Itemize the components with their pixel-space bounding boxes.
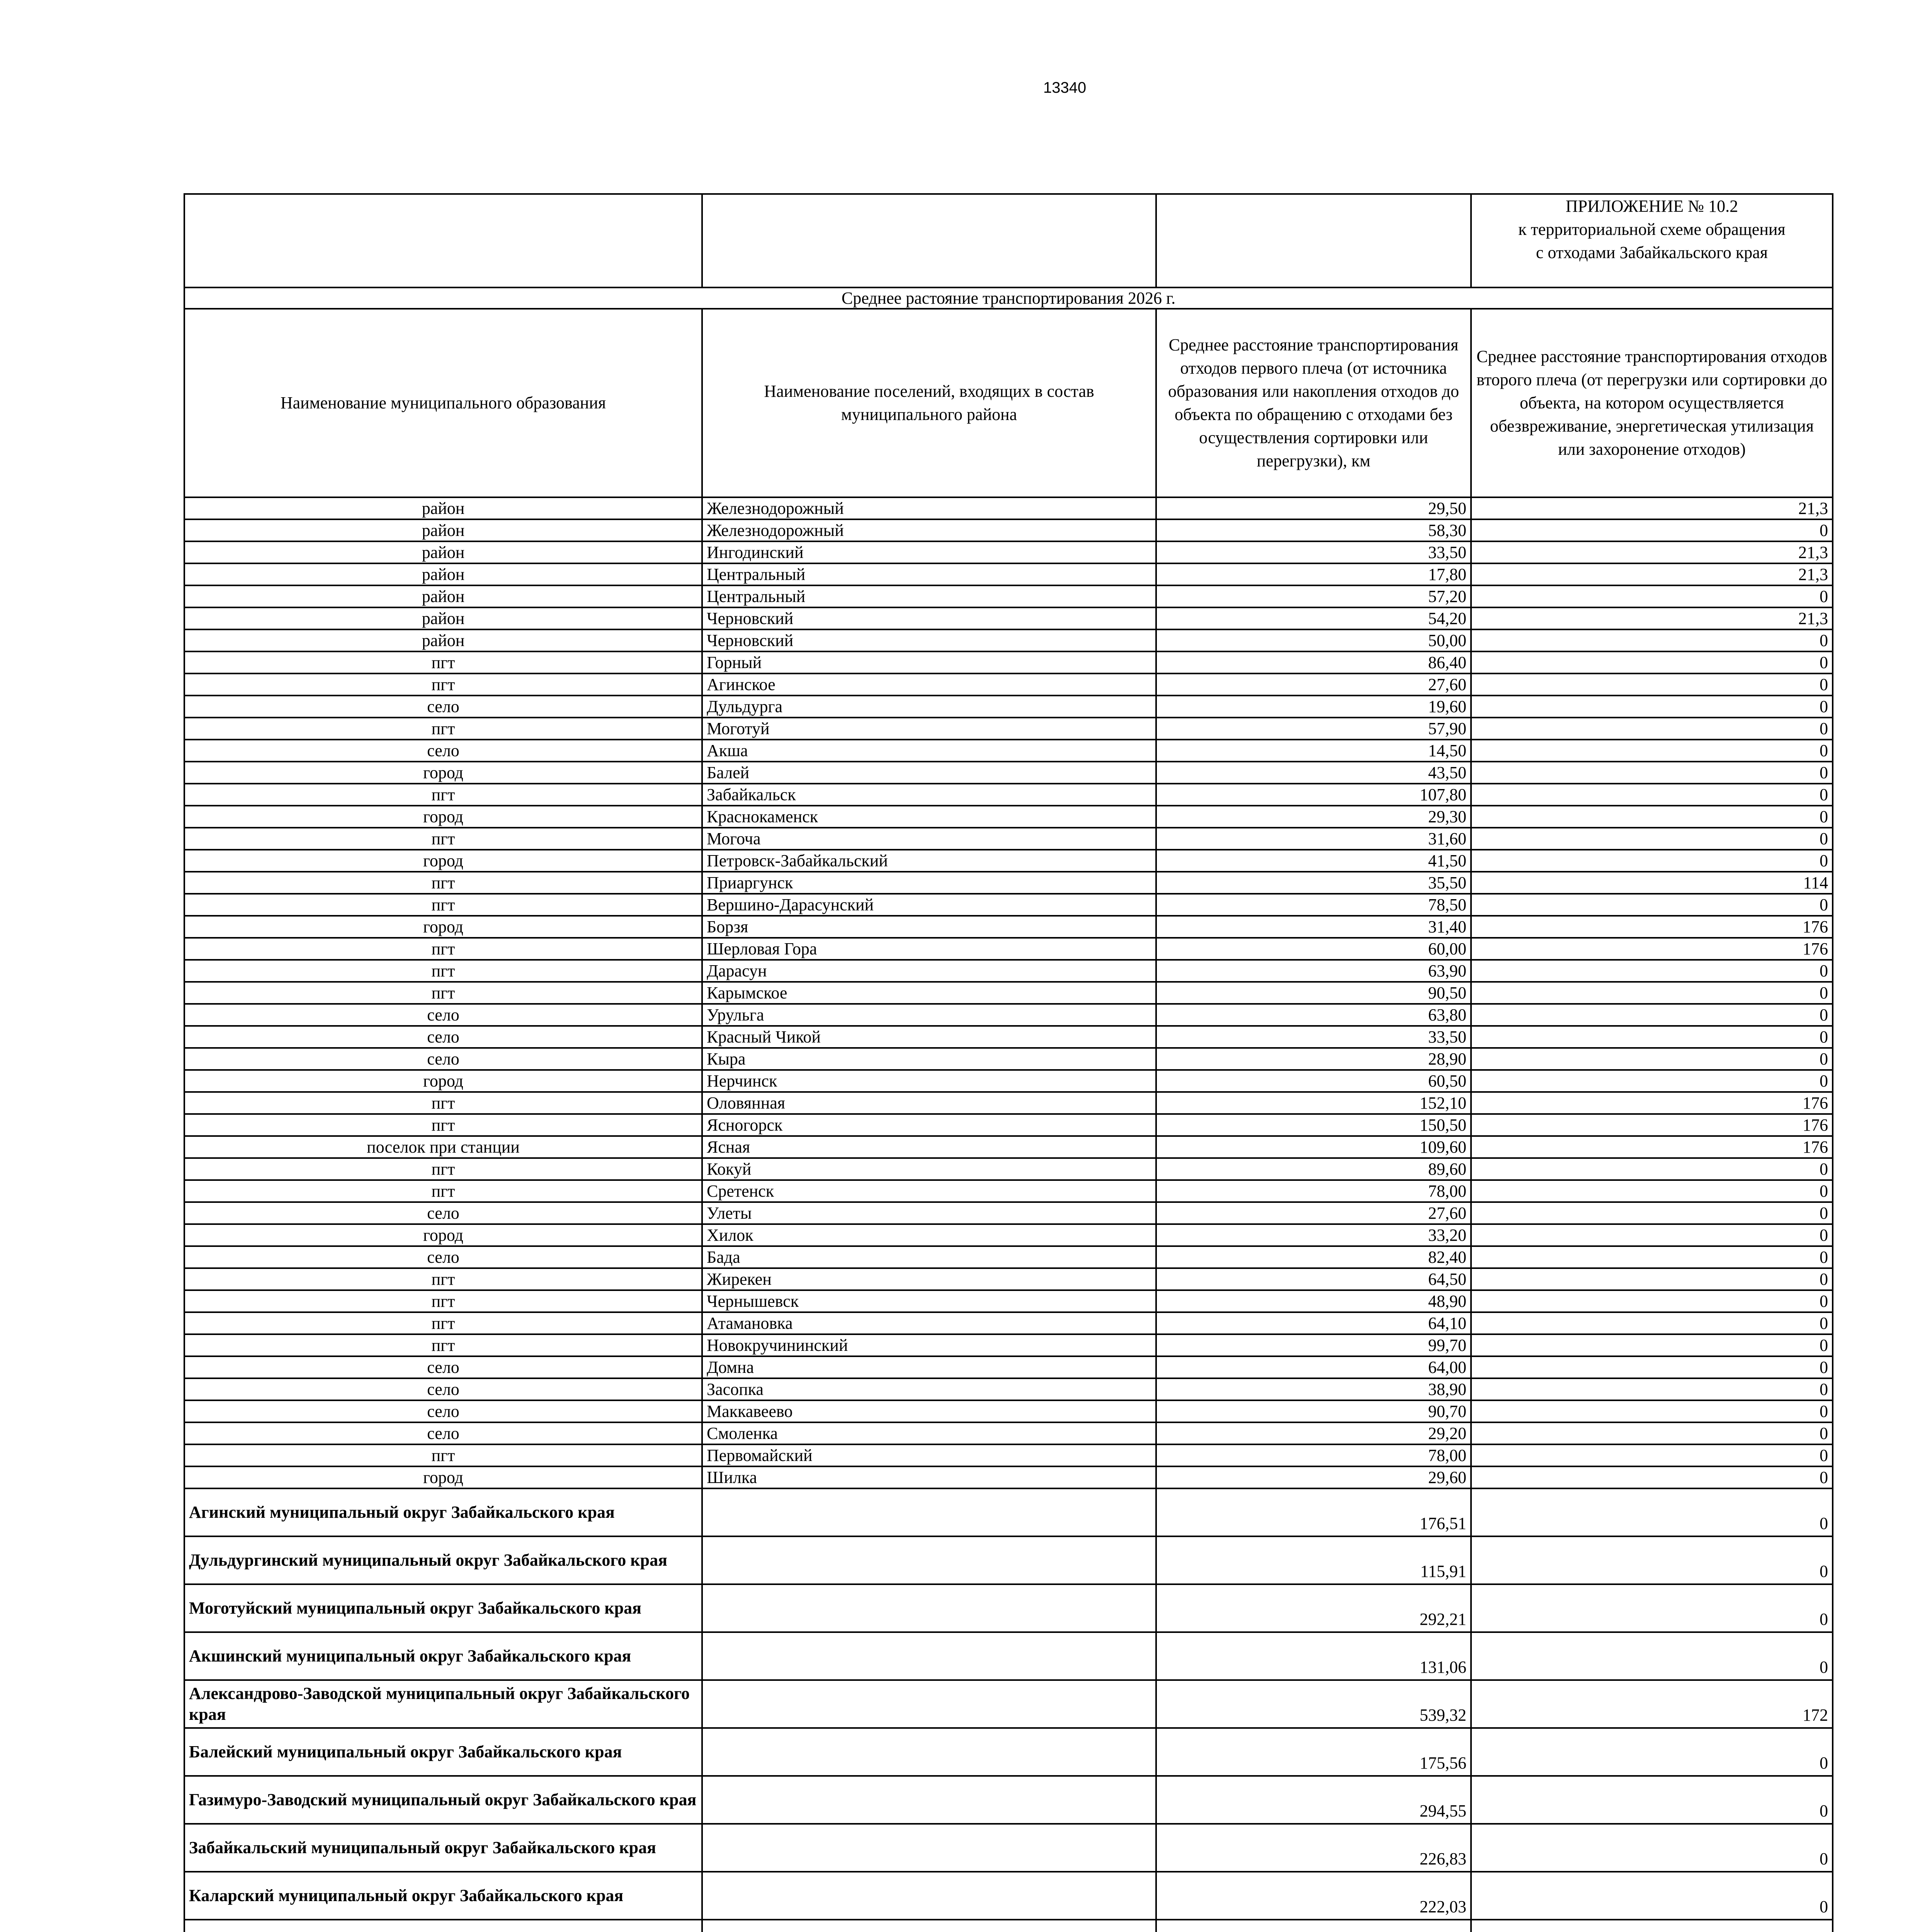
settlement-name: Чернышевск [702,1290,1156,1312]
settlement-row [184,982,1833,1004]
first-leg-distance: 31,60 [1156,828,1471,850]
first-leg-distance: 60,50 [1156,1070,1471,1092]
first-leg-distance: 64,00 [1156,1356,1471,1378]
settlement-name: Домна [702,1356,1156,1378]
settlement-type: пгт [184,894,702,916]
first-leg-distance: 63,90 [1156,960,1471,982]
settlement-row [184,1180,1833,1202]
second-leg-distance: 176 [1471,1114,1833,1136]
district-name: Дульдургинский муниципальный округ Забайкальского края [184,1536,702,1584]
settlement-name: Забайкальск [702,784,1156,806]
first-leg-distance: 89,60 [1156,1158,1471,1180]
first-leg-distance: 176,51 [1156,1488,1471,1536]
district-row [184,1536,1833,1584]
settlement-name: Дарасун [702,960,1156,982]
second-leg-distance: 0 [1471,651,1833,673]
settlement-row [184,1400,1833,1422]
first-leg-distance: 19,60 [1156,696,1471,718]
settlement-row [184,629,1833,651]
page-number: 13340 [1043,79,1087,96]
table-caption: Среднее растояние транспортирования 2026 г. [184,287,1833,309]
settlement-row [184,784,1833,806]
second-leg-distance: 0 [1471,784,1833,806]
first-leg-distance: 109,60 [1156,1136,1471,1158]
district-name: Моготуйский муниципальный округ Забайкальского края [184,1584,702,1632]
settlement-name: Моготуй [702,718,1156,740]
column-header-municipality: Наименование муниципального образования [184,309,702,497]
settlement-name: Железнодорожный [702,497,1156,519]
settlement-row [184,563,1833,585]
district-name: Каларский муниципальный округ Забайкальского края [184,1872,702,1920]
second-leg-distance: 176 [1471,1136,1833,1158]
first-leg-distance: 27,60 [1156,1202,1471,1224]
settlement-row [184,872,1833,894]
first-leg-distance: 58,30 [1156,519,1471,541]
settlement-name: Дульдурга [702,696,1156,718]
settlement-type: село [184,1356,702,1378]
settlement-name: Урульга [702,1004,1156,1026]
first-leg-distance: 29,30 [1156,806,1471,828]
settlement-name: Железнодорожный [702,519,1156,541]
settlement-type: село [184,1026,702,1048]
district-name: Газимуро-Заводский муниципальный округ Забайкальского края [184,1776,702,1824]
second-leg-distance: 0 [1471,1728,1833,1776]
column-header-first-leg: Среднее расстояние транспортирования отходов первого плеча (от источника образования или накопления отходов до объекта по обращению с отходами без осуществления сортировки или перегрузки), км [1156,309,1471,497]
column-header-row [184,309,1833,497]
first-leg-distance: 48,90 [1156,1290,1471,1312]
settlement-row [184,541,1833,563]
first-leg-distance: 90,50 [1156,982,1471,1004]
second-leg-distance: 176 [1471,916,1833,938]
second-leg-distance: 0 [1471,828,1833,850]
first-leg-distance [1156,1920,1471,1932]
first-leg-distance: 54,20 [1156,607,1471,629]
second-leg-distance: 0 [1471,1872,1833,1920]
settlement-name: Акша [702,740,1156,762]
settlement-type: пгт [184,938,702,960]
first-leg-distance: 35,50 [1156,872,1471,894]
first-leg-distance: 33,20 [1156,1224,1471,1246]
settlement-name: Центральный [702,563,1156,585]
first-leg-distance: 294,55 [1156,1776,1471,1824]
district-name: Балейский муниципальный округ Забайкальского края [184,1728,702,1776]
second-leg-distance: 21,3 [1471,563,1833,585]
appendix-title: ПРИЛОЖЕНИЕ № 10.2 [1565,197,1738,216]
settlement-type: город [184,806,702,828]
settlement-row [184,1246,1833,1268]
appendix-row [184,194,1833,287]
second-leg-distance: 0 [1471,1400,1833,1422]
district-name [184,1920,702,1932]
settlement-type: село [184,740,702,762]
second-leg-distance: 114 [1471,872,1833,894]
second-leg-distance: 0 [1471,740,1833,762]
settlement-type: город [184,1466,702,1488]
empty-cell [702,1776,1156,1824]
first-leg-distance: 57,20 [1156,585,1471,607]
second-leg-distance: 0 [1471,1422,1833,1444]
settlement-row [184,806,1833,828]
empty-cell [702,1584,1156,1632]
settlement-row [184,1378,1833,1400]
second-leg-distance: 0 [1471,629,1833,651]
district-row [184,1488,1833,1536]
settlement-name: Карымское [702,982,1156,1004]
second-leg-distance: 21,3 [1471,607,1833,629]
distance-table [184,193,1833,1932]
second-leg-distance: 0 [1471,762,1833,784]
district-row [184,1584,1833,1632]
settlement-name: Красный Чикой [702,1026,1156,1048]
settlement-type: пгт [184,1290,702,1312]
settlement-name: Сретенск [702,1180,1156,1202]
first-leg-distance: 33,50 [1156,541,1471,563]
settlement-name: Атамановка [702,1312,1156,1334]
settlement-row [184,850,1833,872]
second-leg-distance: 0 [1471,1444,1833,1466]
settlement-row [184,938,1833,960]
settlement-row [184,1070,1833,1092]
second-leg-distance: 0 [1471,894,1833,916]
settlement-row [184,585,1833,607]
first-leg-distance: 150,50 [1156,1114,1471,1136]
settlement-row [184,1334,1833,1356]
empty-cell [702,1920,1156,1932]
district-row [184,1680,1833,1728]
settlement-name: Первомайский [702,1444,1156,1466]
settlement-row [184,828,1833,850]
second-leg-distance: 0 [1471,718,1833,740]
second-leg-distance: 0 [1471,1632,1833,1680]
settlement-row [184,916,1833,938]
settlement-type: пгт [184,1158,702,1180]
first-leg-distance: 78,50 [1156,894,1471,916]
settlement-name: Черновский [702,607,1156,629]
first-leg-distance: 82,40 [1156,1246,1471,1268]
settlement-type: район [184,585,702,607]
settlement-type: район [184,629,702,651]
settlement-name: Нерчинск [702,1070,1156,1092]
settlement-type: город [184,762,702,784]
first-leg-distance: 86,40 [1156,651,1471,673]
district-name: Александрово-Заводской муниципальный округ Забайкальского края [184,1680,702,1728]
first-leg-distance: 222,03 [1156,1872,1471,1920]
settlement-type: пгт [184,784,702,806]
settlement-type: село [184,1400,702,1422]
settlement-row [184,651,1833,673]
settlement-name: Центральный [702,585,1156,607]
second-leg-distance: 0 [1471,1312,1833,1334]
settlement-type: село [184,1202,702,1224]
second-leg-distance: 0 [1471,960,1833,982]
column-header-settlements: Наименование поселений, входящих в состав муниципального района [702,309,1156,497]
settlement-row [184,1422,1833,1444]
first-leg-distance: 131,06 [1156,1632,1471,1680]
first-leg-distance: 17,80 [1156,563,1471,585]
second-leg-distance: 0 [1471,1158,1833,1180]
first-leg-distance: 175,56 [1156,1728,1471,1776]
settlement-name: Жирекен [702,1268,1156,1290]
second-leg-distance: 0 [1471,1334,1833,1356]
settlement-row [184,519,1833,541]
second-leg-distance: 0 [1471,1488,1833,1536]
settlement-type: пгт [184,1092,702,1114]
district-name: Забайкальский муниципальный округ Забайкальского края [184,1824,702,1872]
settlement-row [184,762,1833,784]
settlement-name: Хилок [702,1224,1156,1246]
second-leg-distance: 0 [1471,519,1833,541]
first-leg-distance: 78,00 [1156,1180,1471,1202]
district-row [184,1776,1833,1824]
empty-cell [702,1536,1156,1584]
first-leg-distance: 29,20 [1156,1422,1471,1444]
settlement-row [184,1004,1833,1026]
settlement-row [184,1158,1833,1180]
first-leg-distance: 78,00 [1156,1444,1471,1466]
empty-cell [702,1728,1156,1776]
appendix-note [1471,194,1833,287]
second-leg-distance: 0 [1471,696,1833,718]
settlement-name: Кокуй [702,1158,1156,1180]
settlement-type: село [184,1246,702,1268]
second-leg-distance: 0 [1471,1290,1833,1312]
settlement-name: Краснокаменск [702,806,1156,828]
settlement-name: Петровск-Забайкальский [702,850,1156,872]
settlement-type: село [184,1048,702,1070]
empty-cell [702,1872,1156,1920]
settlement-row [184,1114,1833,1136]
first-leg-distance: 60,00 [1156,938,1471,960]
first-leg-distance: 41,50 [1156,850,1471,872]
settlement-type: пгт [184,673,702,696]
second-leg-distance: 0 [1471,1048,1833,1070]
settlement-type: село [184,1378,702,1400]
settlement-name: Кыра [702,1048,1156,1070]
settlement-type: пгт [184,1334,702,1356]
first-leg-distance: 27,60 [1156,673,1471,696]
settlement-type: село [184,1004,702,1026]
settlement-type: пгт [184,1180,702,1202]
appendix-subtitle-1: к территориальной схеме обращения [1518,220,1786,239]
settlement-name: Ясная [702,1136,1156,1158]
second-leg-distance: 0 [1471,1026,1833,1048]
settlement-row [184,1202,1833,1224]
settlement-name: Смоленка [702,1422,1156,1444]
first-leg-distance: 63,80 [1156,1004,1471,1026]
settlement-name: Засопка [702,1378,1156,1400]
settlement-type: район [184,497,702,519]
first-leg-distance: 152,10 [1156,1092,1471,1114]
settlement-row [184,673,1833,696]
first-leg-distance: 107,80 [1156,784,1471,806]
district-row [184,1632,1833,1680]
second-leg-distance: 0 [1471,1824,1833,1872]
settlement-type: район [184,563,702,585]
empty-cell [1156,194,1471,287]
second-leg-distance: 0 [1471,1378,1833,1400]
first-leg-distance: 31,40 [1156,916,1471,938]
settlement-row [184,894,1833,916]
second-leg-distance: 0 [1471,585,1833,607]
district-row [184,1920,1833,1932]
district-row [184,1728,1833,1776]
second-leg-distance: 172 [1471,1680,1833,1728]
settlement-name: Новокручининский [702,1334,1156,1356]
settlement-type: пгт [184,1114,702,1136]
settlement-type: село [184,696,702,718]
settlement-type: пгт [184,982,702,1004]
settlement-name: Ингодинский [702,541,1156,563]
settlement-row [184,960,1833,982]
first-leg-distance: 29,60 [1156,1466,1471,1488]
settlement-name: Шерловая Гора [702,938,1156,960]
column-header-second-leg: Среднее расстояние транспортирования отходов второго плеча (от перегрузки или сортировки до объекта, на котором осуществляется обезвреживание, энергетическая утилизация или захоронение отходов) [1471,309,1833,497]
second-leg-distance: 0 [1471,982,1833,1004]
second-leg-distance: 0 [1471,850,1833,872]
empty-cell [702,194,1156,287]
second-leg-distance: 0 [1471,1202,1833,1224]
second-leg-distance: 21,3 [1471,541,1833,563]
second-leg-distance: 176 [1471,1092,1833,1114]
settlement-row [184,1444,1833,1466]
settlement-type: город [184,1224,702,1246]
second-leg-distance: 21,3 [1471,497,1833,519]
first-leg-distance: 115,91 [1156,1536,1471,1584]
settlement-type: район [184,607,702,629]
empty-cell [184,194,702,287]
settlement-row [184,497,1833,519]
settlement-row [184,1048,1833,1070]
settlement-row [184,1136,1833,1158]
settlement-name: Приаргунск [702,872,1156,894]
settlement-name: Агинское [702,673,1156,696]
settlement-row [184,740,1833,762]
first-leg-distance: 28,90 [1156,1048,1471,1070]
district-name: Агинский муниципальный округ Забайкальского края [184,1488,702,1536]
district-name: Акшинский муниципальный округ Забайкальского края [184,1632,702,1680]
first-leg-distance: 50,00 [1156,629,1471,651]
settlement-name: Маккавеево [702,1400,1156,1422]
settlement-row [184,718,1833,740]
district-row [184,1824,1833,1872]
settlement-type: пгт [184,872,702,894]
settlement-type: пгт [184,651,702,673]
settlement-name: Улеты [702,1202,1156,1224]
first-leg-distance: 99,70 [1156,1334,1471,1356]
settlement-name: Оловянная [702,1092,1156,1114]
settlement-row [184,1268,1833,1290]
settlement-type: село [184,1422,702,1444]
appendix-subtitle-2: с отходами Забайкальского края [1536,243,1768,262]
first-leg-distance: 64,50 [1156,1268,1471,1290]
first-leg-distance: 38,90 [1156,1378,1471,1400]
settlement-name: Бада [702,1246,1156,1268]
second-leg-distance [1471,1920,1833,1932]
first-leg-distance: 64,10 [1156,1312,1471,1334]
district-row [184,1872,1833,1920]
settlement-name: Борзя [702,916,1156,938]
settlement-type: пгт [184,828,702,850]
settlement-row [184,1356,1833,1378]
second-leg-distance: 0 [1471,1224,1833,1246]
settlement-type: пгт [184,718,702,740]
settlement-name: Шилка [702,1466,1156,1488]
empty-cell [702,1680,1156,1728]
first-leg-distance: 43,50 [1156,762,1471,784]
empty-cell [702,1824,1156,1872]
second-leg-distance: 0 [1471,1180,1833,1202]
settlement-type: город [184,1070,702,1092]
settlement-type: пгт [184,1268,702,1290]
settlement-row [184,1224,1833,1246]
settlement-type: пгт [184,1312,702,1334]
first-leg-distance: 29,50 [1156,497,1471,519]
settlement-type: район [184,541,702,563]
settlement-type: город [184,916,702,938]
first-leg-distance: 57,90 [1156,718,1471,740]
settlement-type: пгт [184,1444,702,1466]
first-leg-distance: 292,21 [1156,1584,1471,1632]
settlement-row [184,1466,1833,1488]
caption-row [184,287,1833,309]
settlement-row [184,607,1833,629]
first-leg-distance: 14,50 [1156,740,1471,762]
settlement-name: Могоча [702,828,1156,850]
second-leg-distance: 0 [1471,806,1833,828]
settlement-row [184,696,1833,718]
settlement-row [184,1092,1833,1114]
first-leg-distance: 226,83 [1156,1824,1471,1872]
settlement-type: город [184,850,702,872]
second-leg-distance: 0 [1471,1536,1833,1584]
first-leg-distance: 90,70 [1156,1400,1471,1422]
second-leg-distance: 0 [1471,1466,1833,1488]
settlement-type: поселок при станции [184,1136,702,1158]
second-leg-distance: 0 [1471,1246,1833,1268]
first-leg-distance: 539,32 [1156,1680,1471,1728]
second-leg-distance: 0 [1471,1776,1833,1824]
second-leg-distance: 0 [1471,673,1833,696]
settlement-name: Черновский [702,629,1156,651]
first-leg-distance: 33,50 [1156,1026,1471,1048]
settlement-row [184,1312,1833,1334]
second-leg-distance: 0 [1471,1356,1833,1378]
second-leg-distance: 0 [1471,1584,1833,1632]
settlement-name: Ясногорск [702,1114,1156,1136]
second-leg-distance: 0 [1471,1004,1833,1026]
settlement-row [184,1290,1833,1312]
second-leg-distance: 176 [1471,938,1833,960]
settlement-type: район [184,519,702,541]
settlement-name: Балей [702,762,1156,784]
settlement-name: Вершино-Дарасунский [702,894,1156,916]
settlement-type: пгт [184,960,702,982]
settlement-name: Горный [702,651,1156,673]
second-leg-distance: 0 [1471,1070,1833,1092]
empty-cell [702,1488,1156,1536]
settlement-row [184,1026,1833,1048]
second-leg-distance: 0 [1471,1268,1833,1290]
empty-cell [702,1632,1156,1680]
